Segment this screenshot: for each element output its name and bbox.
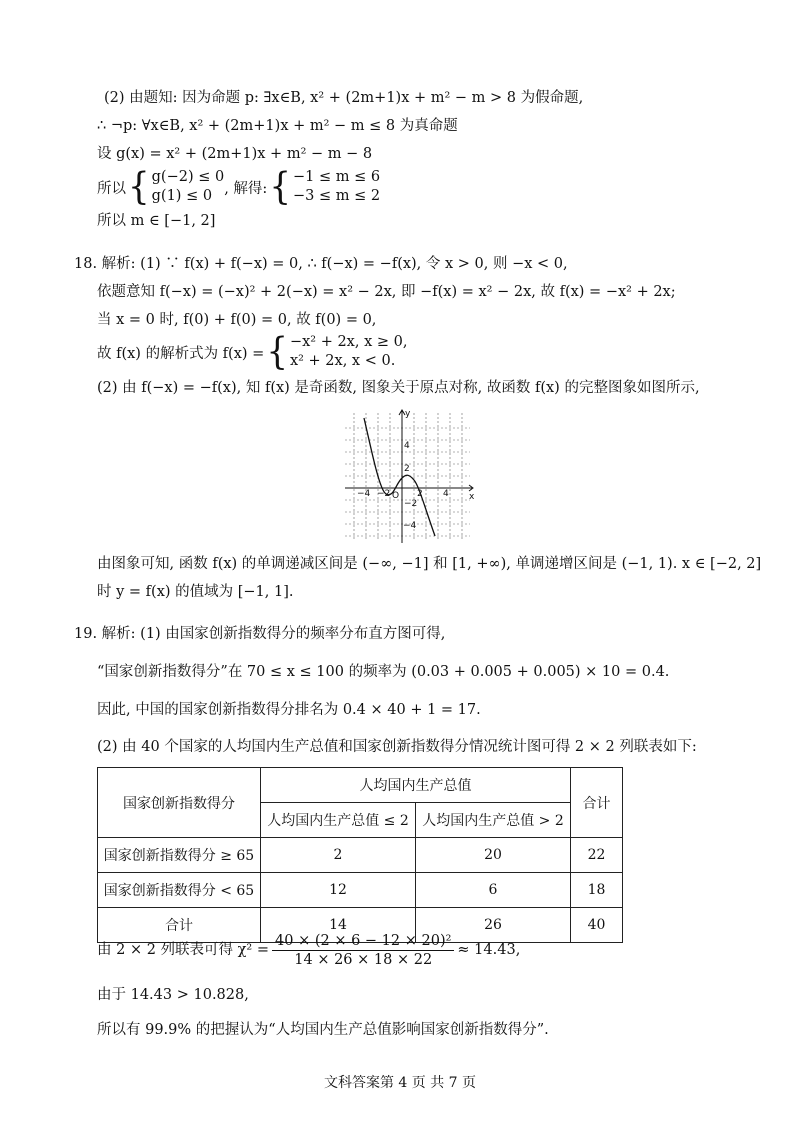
- chi-square-formula: [97, 930, 520, 970]
- q17-part2-line3: 设 g(x) = x² + (2m+1)x + m² − m − 8: [97, 146, 373, 162]
- tick-y-neg4: −4: [403, 521, 417, 531]
- row-label: 国家创新指数得分 ≥ 65: [98, 838, 261, 873]
- tick-y-4: 4: [404, 441, 410, 451]
- formula-fraction: [272, 932, 454, 969]
- q17-part2-line2: ∴ ¬p: ∀x∈B, x² + (2m+1)x + m² − m ≤ 8 为真命题: [97, 118, 458, 134]
- cell: 20: [416, 838, 571, 873]
- inequality-system-1: [152, 168, 225, 206]
- q17-part2-result: 所以 m ∈ [−1, 2]: [97, 213, 216, 229]
- cell: 12: [261, 873, 416, 908]
- table-header-row-label: 国家创新指数得分: [98, 768, 261, 838]
- formula-suffix: ≈ 14.43,: [457, 942, 521, 958]
- function-graph: [345, 408, 475, 543]
- formula-numerator: 40 × (2 × 6 − 12 × 20)²: [272, 932, 454, 951]
- q18-line2: 依题意知 f(−x) = (−x)² + 2(−x) = x² − 2x, 即 −f(x) = x² − 2x, 故 f(x) = −x² + 2x;: [97, 284, 676, 300]
- table-header-col1: 人均国内生产总值 ≤ 2: [261, 803, 416, 838]
- curve-f: [364, 418, 435, 536]
- system2-row2: −3 ≤ m ≤ 2: [292, 188, 381, 204]
- tick-y-neg2: −2: [404, 499, 418, 509]
- x-axis-label: x: [469, 492, 475, 502]
- q19-line3: 因此, 中国的国家创新指数得分排名为 0.4 × 40 + 1 = 17.: [97, 702, 481, 718]
- cell: 26: [416, 908, 571, 943]
- tick-x-4: 4: [443, 489, 449, 499]
- inequality-system-2: [293, 168, 380, 206]
- tick-x-neg2: −2: [377, 489, 391, 499]
- y-axis-label: y: [405, 409, 411, 419]
- system2-row1: −1 ≤ m ≤ 6: [292, 169, 381, 185]
- system-prefix: 所以: [97, 180, 126, 197]
- q19-line2: “国家创新指数得分”在 70 ≤ x ≤ 100 的频率为 (0.03 + 0.005 + 0.005) × 10 = 0.4.: [97, 664, 670, 680]
- cell: 6: [416, 873, 571, 908]
- tick-x-neg4: −4: [357, 489, 371, 499]
- table-row: [98, 873, 623, 908]
- q17-part2-line1: (2) 由题知: 因为命题 p: ∃x∈B, x² + (2m+1)x + m² − m > 8 为假命题,: [104, 90, 584, 106]
- table-header-total: 合计: [571, 768, 623, 838]
- cell-total: 40: [571, 908, 623, 943]
- table-header-group: 人均国内生产总值: [261, 768, 571, 803]
- q18-line7: 时 y = f(x) 的值域为 [−1, 1].: [97, 584, 294, 600]
- q18-line3: 当 x = 0 时, f(0) + f(0) = 0, 故 f(0) = 0,: [97, 312, 377, 328]
- q18-line6: 由图象可知, 函数 f(x) 的单调递减区间是 (−∞, −1] 和 [1, +∞), 单调递增区间是 (−1, 1). x ∈ [−2, 2]: [97, 556, 762, 572]
- piecewise-prefix: 故 f(x) 的解析式为 f(x) =: [97, 345, 265, 362]
- piecewise-case2: x² + 2x, x < 0.: [289, 353, 396, 369]
- system1-row2: g(1) ≤ 0: [151, 188, 213, 204]
- formula-prefix: 由 2 × 2 列联表可得 χ² =: [97, 942, 270, 958]
- q18-piecewise-line: 故 f(x) 的解析式为 f(x) = { −x² + 2x, x ≥ 0, x² + 2x, x < 0.: [97, 330, 408, 374]
- piecewise-cases: [290, 333, 408, 371]
- formula-denominator: 14 × 26 × 18 × 22: [294, 951, 433, 968]
- row-label: 合计: [98, 908, 261, 943]
- table-row: [98, 838, 623, 873]
- table-header-col2: 人均国内生产总值 > 2: [416, 803, 571, 838]
- system1-row1: g(−2) ≤ 0: [151, 169, 225, 185]
- q19-line4: (2) 由 40 个国家的人均国内生产总值和国家创新指数得分情况统计图可得 2 × 2 列联表如下:: [97, 739, 697, 755]
- row-label: 国家创新指数得分 < 65: [98, 873, 261, 908]
- cell-total: 22: [571, 838, 623, 873]
- q19-line1: 19. 解析: (1) 由国家创新指数得分的频率分布直方图可得,: [74, 626, 446, 642]
- q17-part2-system-line: 所以 { g(−2) ≤ 0 g(1) ≤ 0 , 解得: { −1 ≤ m ≤ 6 −3 ≤ m ≤ 2: [97, 165, 381, 209]
- q18-line5: (2) 由 f(−x) = −f(x), 知 f(x) 是奇函数, 图象关于原点对称, 故函数 f(x) 的完整图象如图所示,: [97, 380, 700, 396]
- cell: 2: [261, 838, 416, 873]
- contingency-table: [97, 767, 623, 943]
- q19-line7: 所以有 99.9% 的把握认为“人均国内生产总值影响国家创新指数得分”.: [97, 1022, 549, 1038]
- q18-line1: 18. 解析: (1) ∵ f(x) + f(−x) = 0, ∴ f(−x) = −f(x), 令 x > 0, 则 −x < 0,: [74, 256, 568, 272]
- origin-label: O: [392, 491, 400, 501]
- tick-y-2: 2: [404, 464, 410, 474]
- cell-total: 18: [571, 873, 623, 908]
- page-footer: 文科答案第 4 页 共 7 页: [323, 1075, 477, 1091]
- q19-line6: 由于 14.43 > 10.828,: [97, 987, 249, 1003]
- cell: 14: [261, 908, 416, 943]
- system-mid: , 解得:: [224, 180, 268, 197]
- piecewise-case1: −x² + 2x, x ≥ 0,: [289, 334, 408, 350]
- tick-x-2: 2: [417, 489, 423, 499]
